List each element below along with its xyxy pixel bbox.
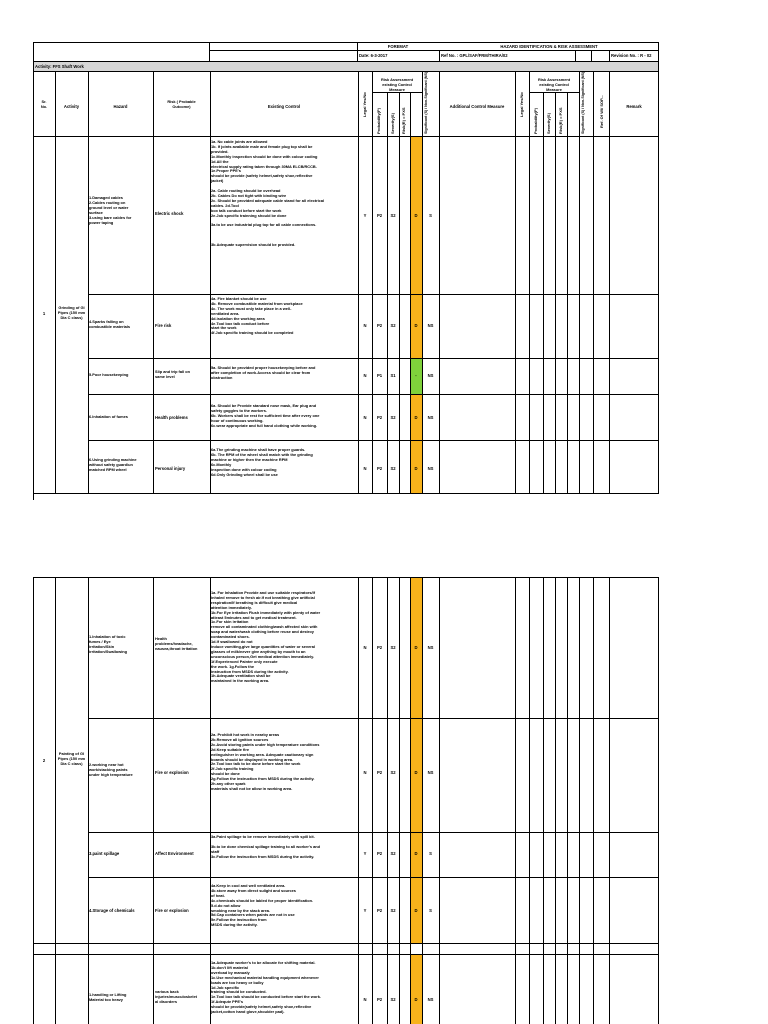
col-existing-control: Existing Control [267, 104, 301, 109]
document-title: HAZARD IDENTIFICATION & RISK ASSESSMENT [500, 44, 598, 49]
control-cell: 2a. Prohibit hot work in nearby areas 2b.Remove all ignition sources 2c.Avoid storing paints under high temperature conditions 2d.Keep suitable fire extinguisher in working area. Adequate cautionary sign boards should be displayed in working area. 2e.Tool box talk to be done before start the work 2f.Job specific training should be done 2g.Follow the instruction from MSDS during the activity. 2h.any other spark materials shall not be allow in working area. [211, 732, 320, 791]
severity-value: S2 [390, 908, 396, 913]
hazard-cell: 4.Sparks falling on combustible materials [89, 319, 131, 329]
severity-value: S2 [390, 645, 396, 650]
control-cell: 3a.Paint spillage to be remove immediately with spill kit. 3b.to be done chemical spillage training to all worker's and staff 3c.Follow the instruction from MSDS during the activity. [211, 834, 321, 859]
group-1-activity: Grinding of GI Pipes (150 mm Dia C class) [57, 305, 86, 320]
col-significance: Significant (S) / Non-Significant (NS) [424, 71, 428, 134]
risk-cell: Affect Environment [155, 851, 194, 856]
risk-cell: Electric shock [155, 211, 184, 216]
format-label: FOREMAT [387, 44, 409, 49]
control-cell: 4a. Fire blanket should be use 4b. Remove combustible material from workplace 4c. The work must only take place in a well- ventilated area. 4d.isolation the working area 4e.Tool box talk conduct before start the work 4f.Job specific training should be completed [211, 296, 303, 336]
col-severity: Severity(S) [390, 113, 395, 134]
hira-table-bottom [33, 577, 659, 1024]
col-ra-existing: Risk Assessment existing Control Measure [380, 77, 414, 92]
col-sr-no: Sr. No. [40, 99, 48, 109]
document-date: Date: 6-3-2017 [359, 53, 388, 58]
legal-value: N [363, 323, 367, 328]
legal-value: N [363, 373, 367, 378]
legal-value: N [363, 645, 367, 650]
risk-cell: various back injuries/musculoskelet al disorders [155, 989, 197, 1004]
hira-table-top [33, 42, 659, 494]
risk-value: D [414, 997, 418, 1002]
activity-title: Activity: FFS Shaft Work [35, 64, 84, 69]
col-probability-2: Probability(P) [533, 107, 538, 134]
severity-value: S2 [390, 213, 396, 218]
document-ref: Ref No. : GPL/SAF/FRM/THIRA/02 [441, 53, 508, 58]
risk-cell: Health problems/headache, nausea,throat irritation [155, 636, 198, 651]
probability-value: P2 [376, 466, 383, 471]
hazard-cell: 1.Damaged cables 2.Cables routing on ground level or water surface 3.using bare cables for power taping [89, 195, 132, 225]
significance-value: NS [427, 645, 434, 650]
hazard-cell: 6.Using grinding machine without safety guard/un matched RPM wheel [89, 457, 137, 472]
control-cell: 5a. Should be provided proper housekeeping before and after completion of work.Access should be clear from obstruction [211, 365, 316, 380]
probability-value: P1 [376, 373, 383, 378]
col-severity-2: Severity(S) [546, 113, 551, 134]
risk-value: D [414, 323, 418, 328]
control-cell: 1a. For Inhalation Provide and use suitable respirators/If inhaled remove to fresh air.If not breathing give artificial respiration/If breathing is difficult give medical attention immediately. 1b.For Eye irritation Flush immediately with plenty of water atleast 5minutes and to get medical treatment. 1c.For skin irritation remove all contaminated clothing/wash affected skin with soap and water/wash clothing before reuse and destroy contaminated shoes. 1d.If swallowed do not induce vomiting,give large quantities of water or several glasses of milk/never give anything by mouth to an unconscious person,Get medical attention immediately. 1f.Experienced Painter only execute the work. 1g.Follow the instruction from MSDS during the activity. 1h.Adequate ventilation shall be maintained in the working area. [211, 590, 321, 684]
significance-value: S [429, 908, 432, 913]
control-cell: 6a. Should be Provide standard nose mask, Ear plug and safety goggles to the workers. 6b. Workers shall be rest for sufficient time after every one hour of continuous working. 6c.wear appropriate and full hand clothing while working. [211, 403, 320, 428]
severity-value: S2 [390, 770, 396, 775]
risk-cell: Personal injury [155, 466, 186, 471]
risk-value: D [414, 466, 418, 471]
hazard-cell: 3.paint spillage [89, 851, 120, 856]
severity-value: S2 [390, 997, 396, 1002]
severity-value: S2 [390, 466, 396, 471]
severity-value: S1 [390, 373, 396, 378]
risk-value: D [414, 415, 418, 420]
control-cell: 6a.The grinding machine shall have proper guards. 6b. The RPM of the wheel shall match with the grinding machine or higher then the machine RPM 6c.Monthly inspection done with colour coding 6d.Only Grinding wheel shall be use [211, 447, 313, 477]
hazard-cell: 6.Inhalation of fumes [89, 414, 128, 419]
legal-value: N [363, 466, 367, 471]
col-significance-2: Significant (S) / Non-Significant (NS) [581, 71, 585, 134]
hazard-cell: 2.working near hot work/stacking paints under high temperature [89, 762, 133, 777]
risk-value: D [414, 908, 418, 913]
significance-value: NS [427, 770, 434, 775]
risk-value: D [414, 645, 418, 650]
significance-value: NS [427, 997, 434, 1002]
risk-value: - [415, 373, 417, 378]
col-ref-sop: Ref. Of WI/ SOP... [599, 95, 604, 128]
severity-value: S2 [390, 851, 396, 856]
probability-value: P2 [376, 213, 383, 218]
severity-value: S2 [390, 323, 396, 328]
document-revision: Revision No. : R - 02 [611, 53, 652, 58]
legal-value: Y [363, 908, 367, 913]
col-risk: Risk ( Probable Outcome) [167, 99, 196, 109]
significance-value: NS [427, 323, 434, 328]
probability-value: P2 [376, 851, 383, 856]
risk-cell: Slip and trip fall on same level [155, 369, 191, 379]
probability-value: P2 [376, 323, 383, 328]
severity-value: S2 [390, 415, 396, 420]
probability-value: P2 [376, 415, 383, 420]
activity-bar [34, 62, 658, 71]
hazard-cell: 1.handling or Lifting Material too heavy [89, 992, 127, 1002]
probability-value: P2 [376, 645, 383, 650]
legal-value: N [363, 415, 367, 420]
control-cell: 4a.Keep in cool and well ventilated area. 4b.store away from direct sulight and sources of heat. 4c.chemicals should be labled for proper identification. 5.d.do not allow smoking near by the stack area. 5d.Cap containers when paints are not in use 5e.Follow the instruction from MSDS during the activity. [211, 883, 314, 928]
risk-column-fill [411, 578, 422, 944]
risk-column-fill [411, 955, 422, 1024]
legal-value: N [363, 997, 367, 1002]
col-risk-pxs: Risk(R) = PXS [401, 107, 406, 134]
risk-cell: Fire or explosion [155, 908, 189, 913]
probability-value: P2 [376, 908, 383, 913]
control-cell: 1a. No cable joints are allowed 1b. If joints available male and female plug top shall be provided. 1c.Monthly inspection should be done with colour coding 1d.All the electrical supply rating taken through 30MA ELCB/RCCB. 1e.Proper PPE's should be provide (safety helmet,safety shoe,reflective jacket) 2a. Cable routing should be overhead 2b. Cables Do not tight with binding wire 2c. Should be provided adequate cable stand for all electrical cables. 2d.Tool box talk conduct before start the work 2e.Job specific trainning should be done 3a.to be use industrial plug top for all cable connections. 3b.Adequate supervision should be provided. [211, 139, 325, 248]
hazard-cell: 4.Storage of chemicals [89, 908, 135, 913]
col-ra-additional: Risk Assessment existing Control Measure [537, 77, 571, 92]
col-probability: Probability(P) [376, 107, 381, 134]
col-additional-control: Additional Control Measure [449, 104, 505, 109]
significance-value: NS [427, 466, 434, 471]
significance-value: NS [427, 373, 434, 378]
legal-value: N [363, 770, 367, 775]
group-2-sr: 2 [42, 758, 46, 763]
hazard-cell: 1.Inhalation of toxic fumes / Eye irritation/Skin irritation/Swallowing [89, 634, 128, 654]
risk-value: D [414, 213, 418, 218]
col-risk-2: Risk(R) = PXS [558, 107, 563, 134]
col-remark: Remark [626, 104, 642, 109]
col-hazard: Hazard [113, 104, 128, 109]
group-1-sr: 1 [42, 311, 46, 316]
control-cell: 1a.Adequate worker's to be allocate for shifting material. 1b.don't lift material overload by manualy 1c.Use mechanical material handling equipment whenever loads are too heavy or bulky 1d.Job specific training should be conducted. 1e.Tool box talk should be conducted before start the work. 1f.Adequte PPE's should be provide(safety helmet,safety shoe,reflective jacket,cotton hand glove,shoulder pad). [211, 960, 321, 1015]
col-legal: Legal Yes/No [362, 92, 367, 117]
col-legal-2: Legal Yes/No [519, 92, 524, 117]
legal-value: Y [363, 851, 367, 856]
significance-value: S [429, 851, 432, 856]
probability-value: P2 [376, 770, 383, 775]
significance-value: NS [427, 415, 434, 420]
legal-value: Y [363, 213, 367, 218]
risk-cell: Fire or explosion [155, 770, 189, 775]
page-break-tick [33, 494, 34, 500]
risk-cell: Health problems [155, 415, 188, 420]
significance-value: S [429, 213, 432, 218]
risk-cell: Fire risk [155, 323, 172, 328]
probability-value: P2 [376, 997, 383, 1002]
col-activity: Activity [63, 104, 80, 109]
hazard-cell: 5.Poor housekeeping [89, 372, 129, 377]
risk-value: D [414, 770, 418, 775]
group-2-activity: Painting of GI Pipes (150 mm Dia C class) [57, 751, 86, 766]
risk-value: D [414, 851, 418, 856]
